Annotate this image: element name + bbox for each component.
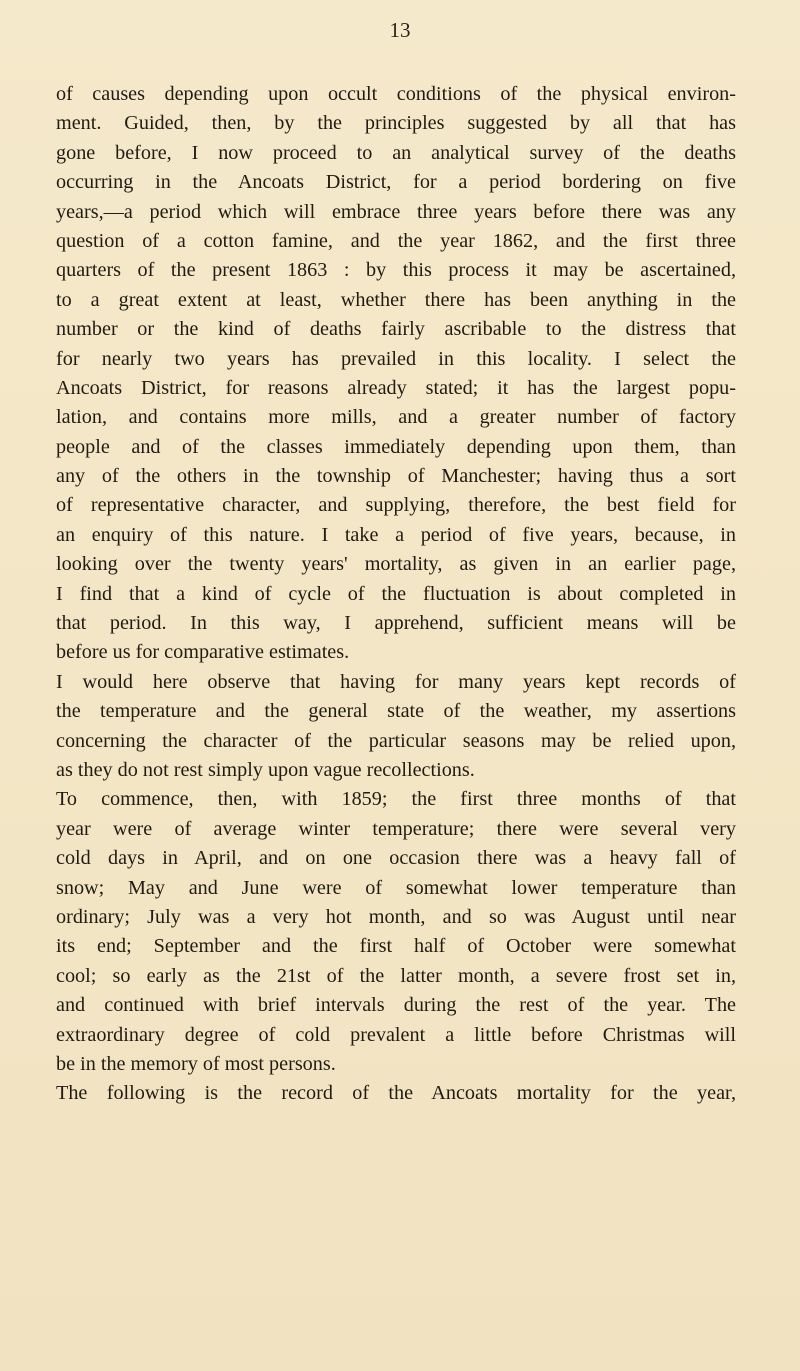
text-line: The following is the record of the Ancoats mortality for the year, [56,1082,736,1105]
text-line: number or the kind of deaths fairly ascribable to the distress that [56,318,736,341]
text-line: gone before, I now proceed to an analytical survey of the deaths [56,141,736,164]
text-line: snow; May and June were of somewhat lower temperature than [56,876,736,899]
text-line: cold days in April, and on one occasion there was a heavy fall of [56,847,736,870]
text-line: ordinary; July was a very hot month, and so was August until near [56,905,736,928]
text-line: years,—a period which will embrace three years before there was any [56,200,736,223]
text-line: that period. In this way, I apprehend, sufficient means will be [56,612,736,635]
text-line: cool; so early as the 21st of the latter month, a severe frost set in, [56,964,736,987]
text-line: for nearly two years has prevailed in this locality. I select the [56,347,736,370]
text-line: ment. Guided, then, by the principles suggested by all that has [56,112,736,135]
text-line: before us for comparative estimates. [56,641,350,664]
text-line: lation, and contains more mills, and a greater number of factory [56,406,736,429]
text-line: be in the memory of most persons. [56,1052,336,1075]
text-line: extraordinary degree of cold prevalent a little before Christmas will [56,1023,736,1046]
text-line: and continued with brief intervals during the rest of the year. The [56,994,736,1017]
text-line: quarters of the present 1863 : by this process it may be ascertained, [56,259,736,282]
body-text [56,80,736,1109]
text-line: of representative character, and supplying, therefore, the best field for [56,494,736,517]
text-line: looking over the twenty years' mortality, as given in an earlier page, [56,553,736,576]
text-line: its end; September and the first half of October were somewhat [56,935,736,958]
text-line: to a great extent at least, whether there has been anything in the [56,288,736,311]
text-line: Ancoats District, for reasons already stated; it has the largest popu- [56,376,736,399]
text-line: I find that a kind of cycle of the fluctuation is about completed in [56,582,736,605]
text-line: an enquiry of this nature. I take a period of five years, because, in [56,523,736,546]
text-line: the temperature and the general state of the weather, my assertions [56,700,736,723]
text-line: of causes depending upon occult conditions of the physical environ- [56,83,736,105]
text-line: I would here observe that having for many years kept records of [56,670,736,693]
text-line: any of the others in the township of Manchester; having thus a sort [56,465,736,488]
page-number: 13 [389,18,411,42]
text-line: as they do not rest simply upon vague recollections. [56,758,475,781]
text-line: occurring in the Ancoats District, for a period bordering on five [56,171,736,194]
text-line: year were of average winter temperature; there were several very [56,817,736,840]
text-line: people and of the classes immediately depending upon them, than [56,435,736,458]
text-line: To commence, then, with 1859; the first three months of that [56,788,736,811]
text-line: concerning the character of the particular seasons may be relied upon, [56,729,736,752]
text-line: question of a cotton famine, and the year 1862, and the first three [56,229,736,252]
